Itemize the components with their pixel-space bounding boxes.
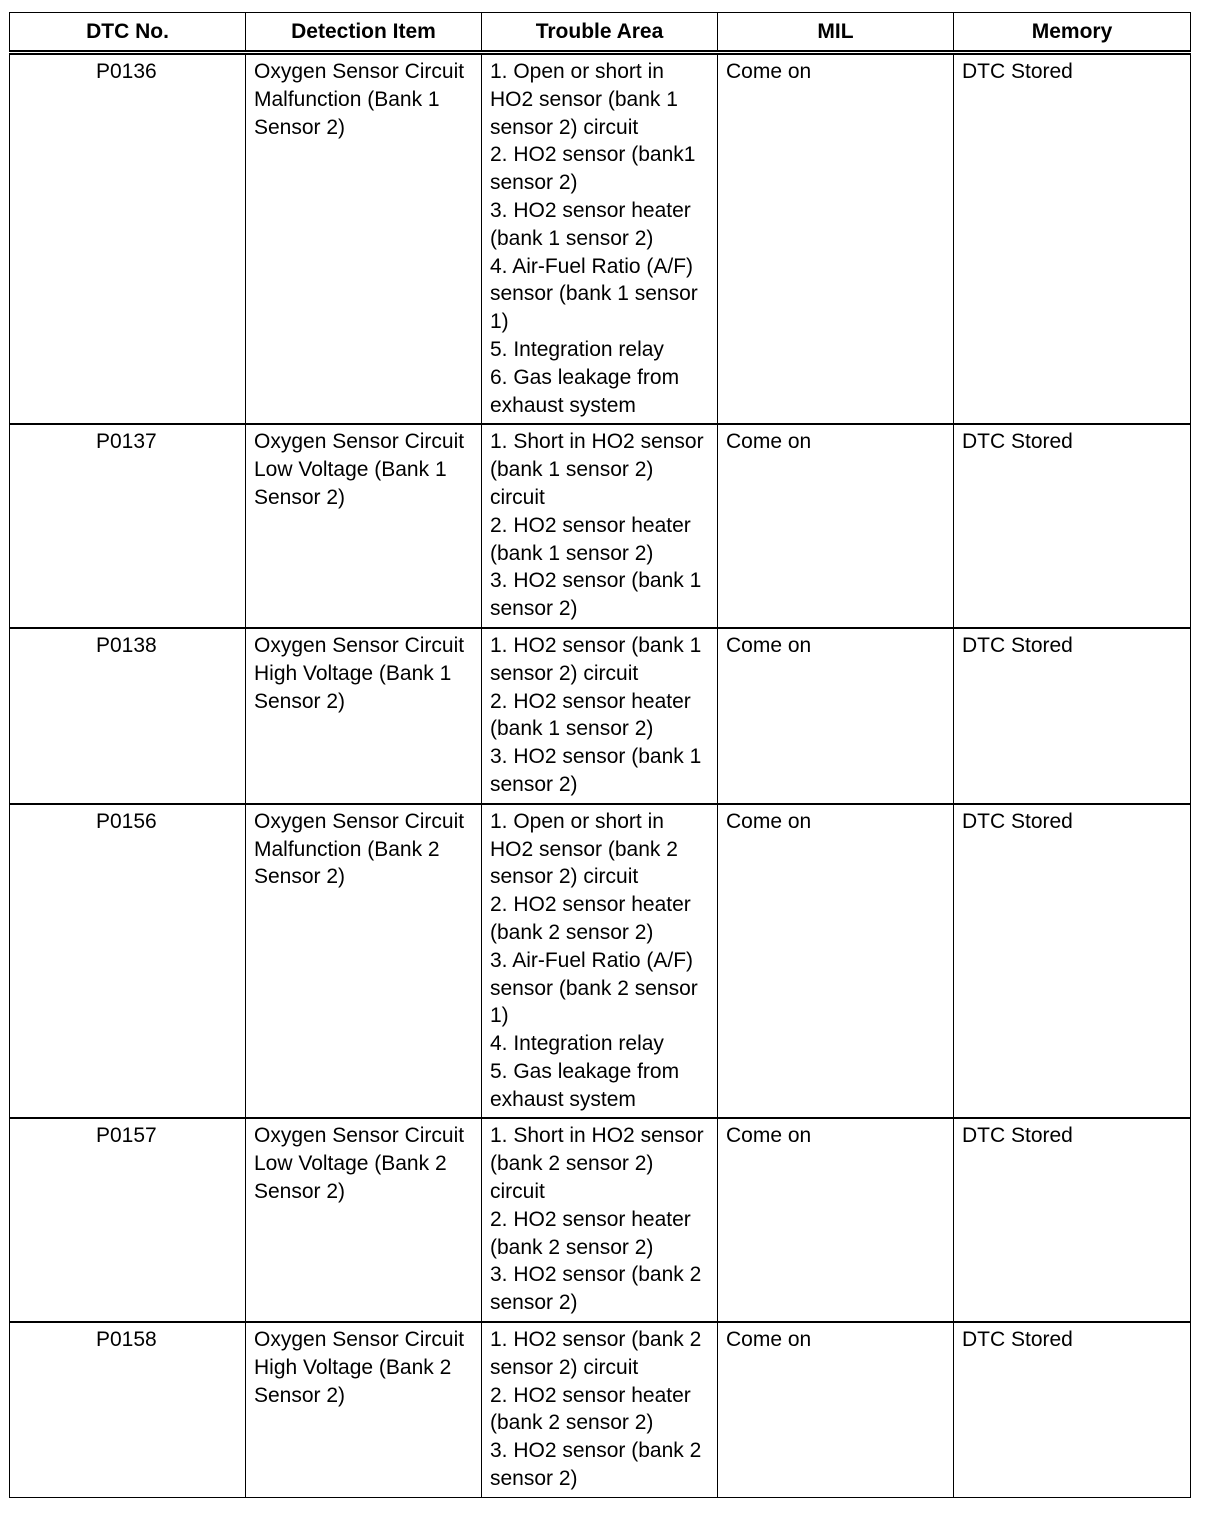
mil-cell: Come on: [718, 1118, 954, 1322]
trouble-area-item: 2. HO2 sensor heater (bank 2 sensor 2): [490, 1207, 691, 1259]
memory-cell: DTC Stored: [954, 1322, 1191, 1497]
trouble-area-item: 3. HO2 sensor (bank 2 sensor 2): [490, 1439, 702, 1491]
trouble-area-item: 3. HO2 sensor (bank 1 sensor 2): [490, 569, 702, 621]
dtc-code-cell: P0157: [10, 1118, 246, 1322]
table-row: [10, 1118, 1191, 1322]
detection-item-cell: Oxygen Sensor Circuit Malfunction (Bank 1 Sensor 2): [246, 53, 482, 425]
trouble-area-item: 2. HO2 sensor heater (bank 1 sensor 2): [490, 513, 691, 565]
header-detection-item: Detection Item: [246, 13, 482, 53]
detection-item-cell: Oxygen Sensor Circuit High Voltage (Bank 2 Sensor 2): [246, 1322, 482, 1497]
trouble-area-item: 2. HO2 sensor heater (bank 2 sensor 2): [490, 1383, 691, 1435]
trouble-area-cell: [482, 628, 718, 804]
trouble-area-cell: [482, 424, 718, 628]
header-trouble-area: Trouble Area: [482, 13, 718, 53]
header-mil: MIL: [718, 13, 954, 53]
dtc-code-cell: P0137: [10, 424, 246, 628]
mil-cell: Come on: [718, 804, 954, 1119]
trouble-area-cell: [482, 1322, 718, 1497]
table-row: [10, 53, 1191, 425]
trouble-area-item: 3. Air-Fuel Ratio (A/F) sensor (bank 2 sensor 1): [490, 948, 698, 1028]
trouble-area-item: 1. Open or short in HO2 sensor (bank 1 sensor 2) circuit: [490, 60, 678, 139]
table-body: [10, 53, 1191, 1498]
trouble-area-cell: [482, 804, 718, 1119]
header-row: [10, 13, 1191, 53]
table-row: [10, 424, 1191, 628]
trouble-area-item: 4. Integration relay: [490, 1032, 664, 1056]
memory-cell: DTC Stored: [954, 53, 1191, 425]
trouble-area-item: 1. Open or short in HO2 sensor (bank 2 sensor 2) circuit: [490, 809, 678, 889]
header-memory: Memory: [954, 13, 1191, 53]
dtc-code-cell: P0156: [10, 804, 246, 1119]
trouble-area-item: 1. HO2 sensor (bank 2 sensor 2) circuit: [490, 1328, 702, 1379]
memory-cell: DTC Stored: [954, 804, 1191, 1119]
mil-cell: Come on: [718, 424, 954, 628]
memory-cell: DTC Stored: [954, 424, 1191, 628]
trouble-area-item: 5. Integration relay: [490, 337, 664, 361]
table-row: [10, 628, 1191, 804]
table-row: [10, 1322, 1191, 1497]
trouble-area-item: 2. HO2 sensor (bank1 sensor 2): [490, 143, 696, 195]
dtc-code-cell: P0158: [10, 1322, 246, 1497]
trouble-area-item: 1. Short in HO2 sensor (bank 2 sensor 2) circuit: [490, 1124, 704, 1204]
trouble-area-item: 1. HO2 sensor (bank 1 sensor 2) circuit: [490, 633, 702, 685]
trouble-area-item: 4. Air-Fuel Ratio (A/F) sensor (bank 1 sensor 1): [490, 254, 698, 334]
table-row: [10, 804, 1191, 1119]
trouble-area-item: 2. HO2 sensor heater (bank 2 sensor 2): [490, 893, 691, 944]
trouble-area-item: 6. Gas leakage from exhaust system: [490, 365, 680, 417]
detection-item-cell: Oxygen Sensor Circuit High Voltage (Bank 1 Sensor 2): [246, 628, 482, 804]
trouble-area-item: 3. HO2 sensor (bank 2 sensor 2): [490, 1263, 702, 1315]
trouble-area-item: 3. HO2 sensor heater (bank 1 sensor 2): [490, 198, 691, 250]
dtc-table: [9, 12, 1191, 1498]
detection-item-cell: Oxygen Sensor Circuit Low Voltage (Bank 1 Sensor 2): [246, 424, 482, 628]
detection-item-cell: Oxygen Sensor Circuit Malfunction (Bank 2 Sensor 2): [246, 804, 482, 1119]
dtc-code-cell: P0138: [10, 628, 246, 804]
trouble-area-item: 5. Gas leakage from exhaust system: [490, 1059, 680, 1111]
mil-cell: Come on: [718, 53, 954, 425]
trouble-area-item: 1. Short in HO2 sensor (bank 1 sensor 2) circuit: [490, 430, 704, 509]
mil-cell: Come on: [718, 628, 954, 804]
detection-item-cell: Oxygen Sensor Circuit Low Voltage (Bank 2 Sensor 2): [246, 1118, 482, 1322]
memory-cell: DTC Stored: [954, 1118, 1191, 1322]
mil-cell: Come on: [718, 1322, 954, 1497]
table-header: [10, 13, 1191, 53]
header-dtc-no: DTC No.: [10, 13, 246, 53]
trouble-area-cell: [482, 53, 718, 425]
trouble-area-cell: [482, 1118, 718, 1322]
trouble-area-item: 3. HO2 sensor (bank 1 sensor 2): [490, 745, 702, 796]
memory-cell: DTC Stored: [954, 628, 1191, 804]
dtc-code-cell: P0136: [10, 53, 246, 425]
trouble-area-item: 2. HO2 sensor heater (bank 1 sensor 2): [490, 689, 691, 741]
